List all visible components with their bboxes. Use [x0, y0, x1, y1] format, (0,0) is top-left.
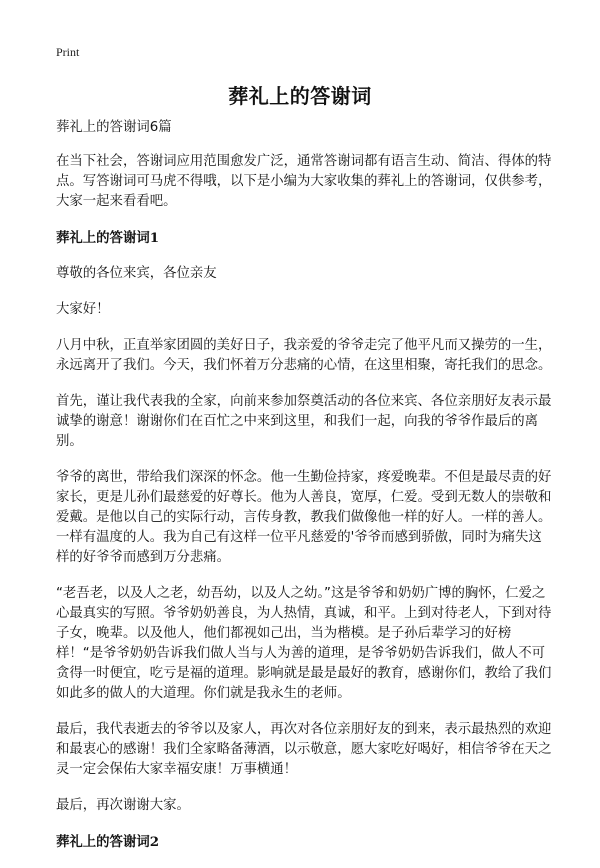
section-heading-1: 葬礼上的答谢词1 [56, 230, 160, 246]
body-paragraph: 爷爷的离世，带给我们深深的怀念。他一生勤俭持家，疼爱晚辈。不但是最尽责的好家长，更是儿孙们最慈爱的好尊长。他为人善良，宽厚，仁爱。受到无数人的崇敬和爱戴。是他以自己的实际行动，言传身教，教我们做像他一样的好人。一样的善人。一样有温度的人。我为自己有这样一位平凡慈爱的'爷爷而感到骄傲，同时为痛失这样的好爷爷而感到万分悲痛。 [56, 470, 552, 565]
print-link[interactable]: Print [56, 45, 80, 59]
body-paragraph: 八月中秋，正直举家团圆的美好日子，我亲爱的爷爷走完了他平凡而又操劳的一生，永远离开了我们。今天，我们怀着万分悲痛的心情，在这里相聚，寄托我们的思念。 [56, 338, 552, 373]
section-heading-2: 葬礼上的答谢词2 [56, 834, 160, 850]
body-paragraph: 最后，我代表逝去的爷爷以及家人，再次对各位亲朋好友的到来，表示最热烈的欢迎和最衷心的感谢！我们全家略备薄酒，以示敬意，愿大家吃好喝好，相信爷爷在天之灵一定会保佑大家幸福安康！万事横通！ [56, 722, 552, 777]
greeting: 大家好！ [56, 302, 110, 317]
body-paragraph: “老吾老，以及人之老，幼吾幼，以及人之幼。”这是爷爷和奶奶广博的胸怀，仁爱之心最真实的写照。爷爷奶奶善良，为人热情，真诚，和平。上到对待老人，下到对待子女，晚辈。以及他人，他们都视如己出，当为楷模。是子孙后辈学习的好榜样！“是爷爷奶奶告诉我们做人当与人为善的道理，是爷爷奶奶告诉我们，做人不可贪得一时便宜，吃亏是福的道理。影响就是最是最好的教育，感谢你们，教给了我们如此多的做人的大道理。你们就是我永生的老师。 [56, 586, 552, 701]
page-title: 葬礼上的答谢词 [228, 84, 372, 108]
body-paragraph: 首先，谨让我代表我的全家，向前来参加祭奠活动的各位来宾、各位亲朋好友表示最诚挚的谢意！谢谢你们在百忙之中来到这里，和我们一起，向我的爷爷作最后的离别。 [56, 394, 552, 449]
closing-paragraph: 最后，再次谢谢大家。 [56, 798, 190, 813]
document-body [56, 118, 554, 868]
intro-paragraph: 在当下社会，答谢词应用范围愈发广泛，通常答谢词都有语言生动、简洁、得体的特点。写答谢词可马虎不得哦，以下是小编为大家收集的葬礼上的答谢词，仅供参考，大家一起来看看吧。 [56, 154, 552, 209]
document-subtitle: 葬礼上的答谢词6篇 [56, 120, 172, 135]
salutation: 尊敬的各位来宾，各位亲友 [56, 266, 217, 281]
